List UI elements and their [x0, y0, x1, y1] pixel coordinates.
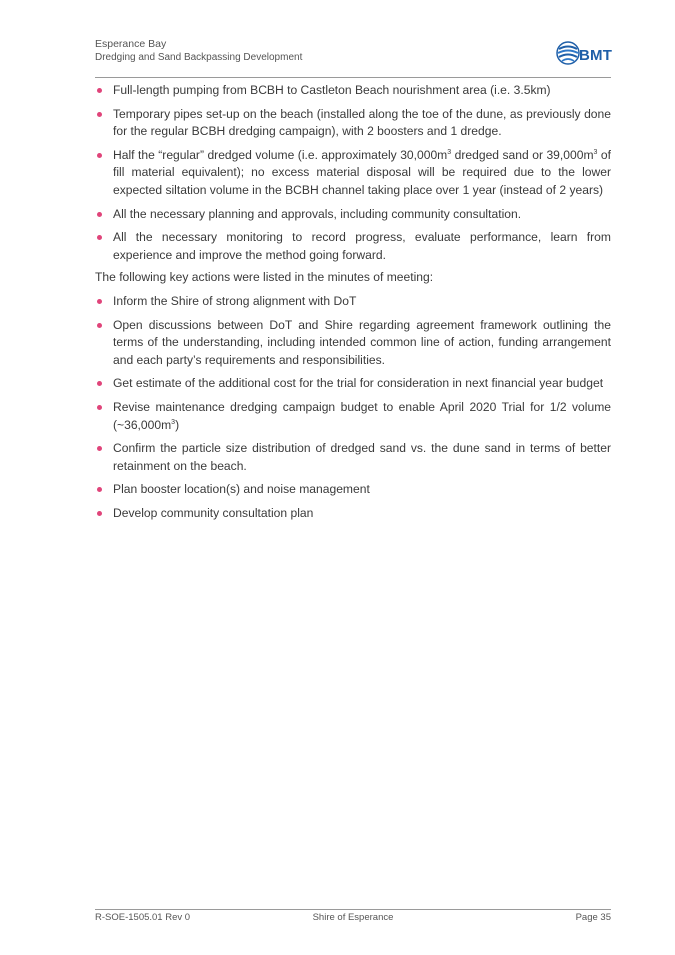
header-title: Esperance Bay [95, 38, 167, 50]
superscript: 3 [447, 148, 452, 156]
list-item-text: Plan booster location(s) and noise management [113, 482, 370, 497]
list-item [95, 375, 611, 393]
list-item-text: Inform the Shire of strong alignment with DoT [113, 293, 357, 308]
document-reference: R-SOE-1505.01 Rev 0 [95, 912, 191, 923]
header-divider [95, 77, 611, 78]
body-paragraph: The following key actions were listed in the minutes of meeting: [95, 270, 434, 285]
logo-text: BMT [579, 47, 613, 64]
list-item-text: Confirm the particle size distribution of dredged sand vs. the dune sand in terms of better retainment on the beach. [113, 441, 611, 473]
page-body [95, 82, 611, 522]
superscript: 3 [593, 148, 598, 156]
list-item [95, 82, 611, 100]
superscript: 3 [171, 418, 176, 426]
list-item [95, 147, 611, 200]
list-item [95, 293, 611, 311]
page-number: Page 35 [575, 912, 611, 923]
list-item-text: All the necessary monitoring to record progress, evaluate performance, learn from experience and improve the method going forward. [113, 230, 611, 262]
list-item-text: Revise maintenance dredging campaign budget to enable April 2020 Trial for 1/2 volume (~36,000m [113, 399, 611, 432]
bullet-list-key-actions [95, 293, 611, 523]
list-item [95, 229, 611, 264]
list-item-text: Develop community consultation plan [113, 505, 314, 520]
globe-icon [555, 40, 581, 66]
list-item [95, 481, 611, 499]
list-item [95, 440, 611, 475]
footer-divider [95, 909, 611, 910]
list-item-text: Half the “regular” dredged volume (i.e. approximately 30,000m [113, 147, 448, 162]
list-item-text: of fill material equivalent); no excess material disposal will be required due to the lower expected siltation volume in the BCBH channel taking place over 1 year (instead of 2 years) [113, 147, 612, 197]
list-item [95, 505, 611, 523]
page-header [95, 38, 615, 78]
list-item-text: Get estimate of the additional cost for the trial for consideration in next financial year budget [113, 376, 604, 391]
footer-organisation: Shire of Esperance [312, 912, 394, 923]
list-item-text: dredged sand or 39,000m [451, 147, 594, 162]
list-item [95, 106, 611, 141]
list-item-text: Full-length pumping from BCBH to Castleton Beach nourishment area (i.e. 3.5km) [113, 83, 551, 97]
list-item-text: All the necessary planning and approvals, including community consultation. [113, 206, 522, 221]
list-item-text: Open discussions between DoT and Shire regarding agreement framework outlining the terms of the understanding, including intended common line of action, funding arrangement and each party’s requirements and responsibilities. [113, 317, 611, 367]
list-item [95, 206, 611, 224]
header-subtitle: Dredging and Sand Backpassing Development [95, 52, 303, 63]
bullet-list-trial-scope [95, 82, 611, 264]
list-item-text: Temporary pipes set-up on the beach (installed along the toe of the dune, as previously done for the regular BCBH dredging campaign), with 2 boosters and 1 dredge. [113, 106, 611, 139]
bmt-logo [555, 39, 613, 67]
list-item-text: ) [175, 417, 180, 432]
list-item [95, 317, 611, 370]
list-item [95, 399, 611, 434]
